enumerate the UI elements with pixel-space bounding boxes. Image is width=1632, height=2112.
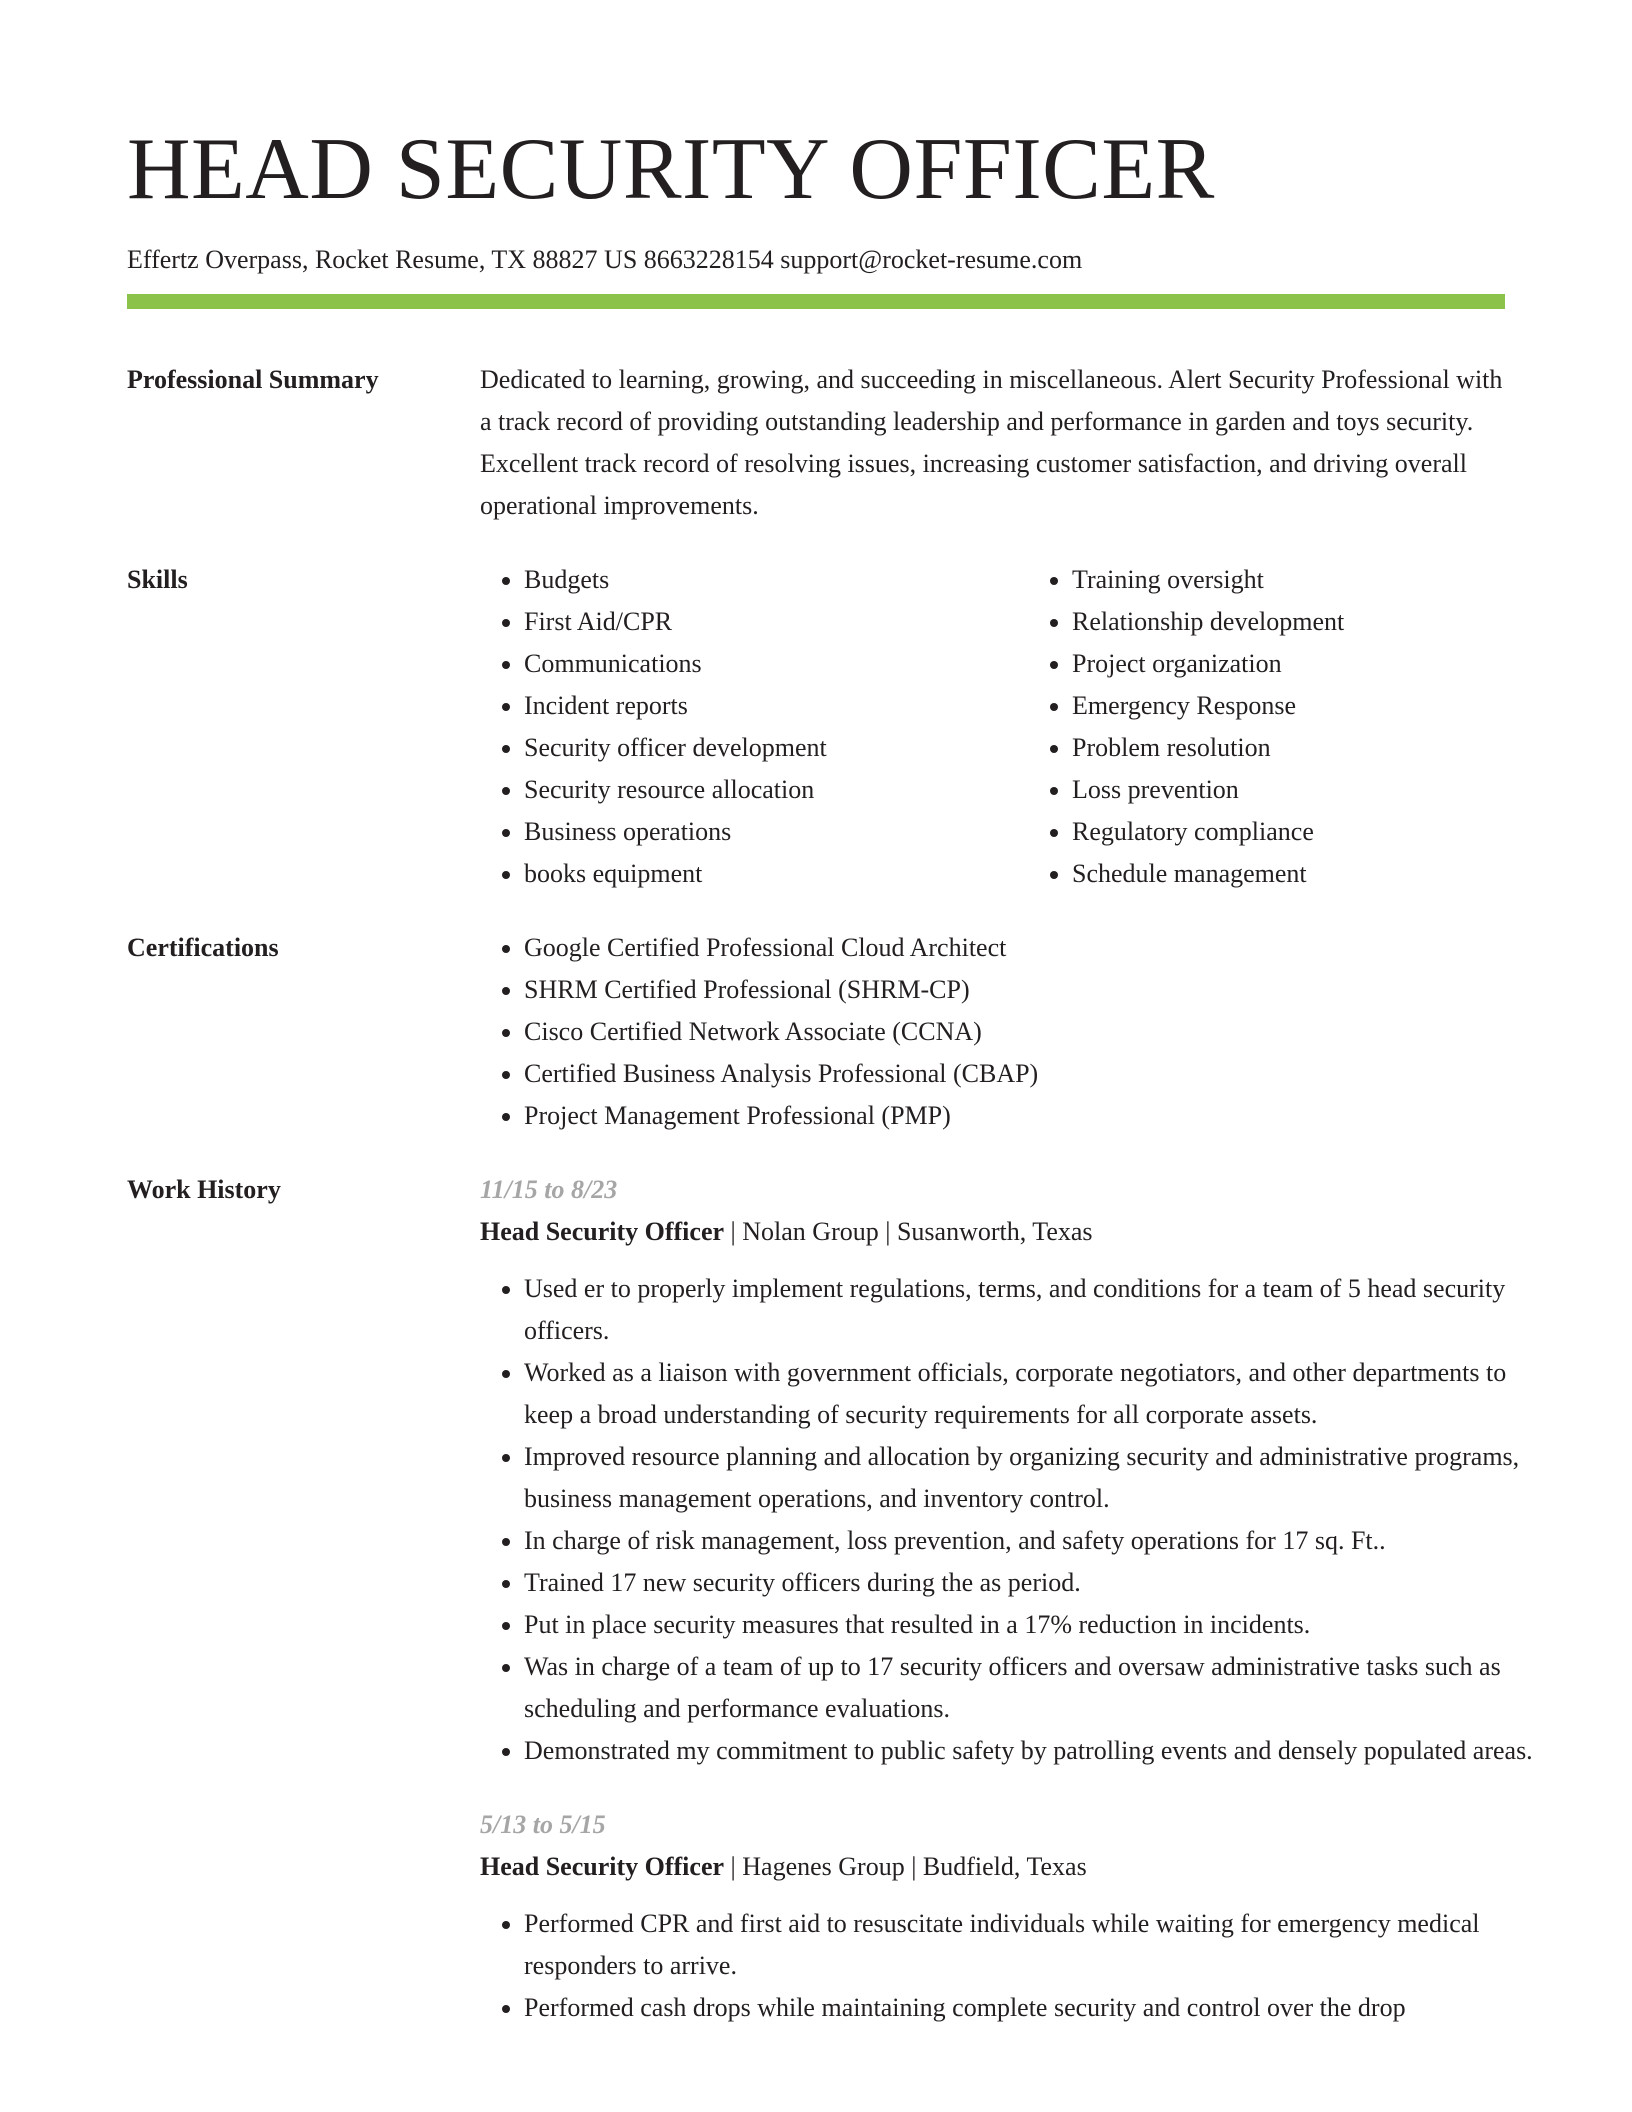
skill-item: • Relationship development	[1072, 601, 1576, 643]
resume-title: HEAD SECURITY OFFICER	[127, 121, 1215, 218]
contact-line	[127, 243, 1505, 277]
skill-item: • Communications	[524, 643, 1028, 685]
job-company: Nolan Group	[742, 1217, 879, 1246]
summary-text: Dedicated to learning, growing, and succeeding in miscellaneous. Alert Security Professional with a track record of providing outstanding leadership and performance in garden and toys security. Excellent track record of resolving issues, increasing customer satisfaction, and driving overall operational improvements.	[480, 365, 1503, 520]
job-company: Hagenes Group	[742, 1852, 905, 1881]
skill-item: • Problem resolution	[1072, 727, 1576, 769]
skill-item: • Budgets	[524, 559, 1028, 601]
job-title-line: Head Security Officer | Hagenes Group | Budfield, Texas	[480, 1852, 1087, 1881]
contact-email: support@rocket-resume.com	[780, 245, 1083, 274]
section-label: Skills	[127, 565, 188, 594]
skill-item: • Schedule management	[1072, 853, 1576, 895]
contact-phone: 8663228154	[643, 245, 774, 274]
skill-item: • Regulatory compliance	[1072, 811, 1576, 853]
skill-item: • Business operations	[524, 811, 1028, 853]
section-body	[480, 1169, 1549, 2029]
certifications-list	[480, 927, 1505, 1137]
job-bullet: • Improved resource planning and allocation by organizing security and administrative programs, business management operations, and inventory control.	[524, 1436, 1549, 1520]
section-label: Professional Summary	[127, 365, 379, 394]
job-bullet: • Performed CPR and first aid to resuscitate individuals while waiting for emergency medical responders to arrive.	[524, 1903, 1549, 1987]
certification-item: • SHRM Certified Professional (SHRM-CP)	[524, 969, 1505, 1011]
job-bullets	[480, 1903, 1549, 2029]
job-bullet: • Trained 17 new security officers during the as period.	[524, 1562, 1549, 1604]
skill-item: • Security officer development	[524, 727, 1028, 769]
section-body	[480, 559, 1576, 895]
section-certifications	[127, 927, 1505, 1137]
skill-item: • Emergency Response	[1072, 685, 1576, 727]
skill-item: • First Aid/CPR	[524, 601, 1028, 643]
section-label: Work History	[127, 1175, 281, 1204]
job-location: Budfield, Texas	[922, 1852, 1087, 1881]
job-entry	[480, 1169, 1549, 1772]
section-label: Certifications	[127, 933, 279, 962]
section-body	[480, 927, 1505, 1137]
job-title: Head Security Officer	[480, 1217, 725, 1246]
job-title: Head Security Officer	[480, 1852, 725, 1881]
contact-address: Effertz Overpass, Rocket Resume, TX 88827 US	[127, 245, 638, 274]
certification-item: • Project Management Professional (PMP)	[524, 1095, 1505, 1137]
skill-item: • Training oversight	[1072, 559, 1576, 601]
certification-item: • Certified Business Analysis Professional (CBAP)	[524, 1053, 1505, 1095]
resume-page	[127, 0, 1533, 2029]
job-dates: 5/13 to 5/15	[480, 1810, 606, 1839]
certification-item: • Cisco Certified Network Associate (CCNA)	[524, 1011, 1505, 1053]
skill-item: • Loss prevention	[1072, 769, 1576, 811]
job-bullet: • Used er to properly implement regulations, terms, and conditions for a team of 5 head security officers.	[524, 1268, 1549, 1352]
job-bullet: • Performed cash drops while maintaining complete security and control over the drop	[524, 1987, 1549, 2029]
job-bullet: • Worked as a liaison with government officials, corporate negotiators, and other departments to keep a broad understanding of security requirements for all corporate assets.	[524, 1352, 1549, 1436]
skills-columns	[480, 559, 1576, 895]
job-bullets	[480, 1268, 1549, 1772]
job-dates: 11/15 to 8/23	[480, 1175, 618, 1204]
certification-item: • Google Certified Professional Cloud Architect	[524, 927, 1505, 969]
skill-item: • Incident reports	[524, 685, 1028, 727]
job-bullet: • Demonstrated my commitment to public safety by patrolling events and densely populated areas.	[524, 1730, 1549, 1772]
job-bullet: • Put in place security measures that resulted in a 17% reduction in incidents.	[524, 1604, 1549, 1646]
section-professional-summary	[127, 359, 1505, 527]
job-location: Susanworth, Texas	[896, 1217, 1093, 1246]
skill-item: • Project organization	[1072, 643, 1576, 685]
skill-item: • Security resource allocation	[524, 769, 1028, 811]
section-work-history	[127, 1169, 1533, 2029]
section-skills	[127, 559, 1505, 895]
job-bullet: • Was in charge of a team of up to 17 security officers and oversaw administrative tasks such as scheduling and performance evaluations.	[524, 1646, 1549, 1730]
skills-list-right	[1028, 559, 1576, 895]
job-title-line: Head Security Officer | Nolan Group | Susanworth, Texas	[480, 1217, 1093, 1246]
job-bullet: • In charge of risk management, loss prevention, and safety operations for 17 sq. Ft..	[524, 1520, 1549, 1562]
skills-list-left	[480, 559, 1028, 895]
skill-item: • books equipment	[524, 853, 1028, 895]
section-body	[480, 359, 1505, 527]
job-entry	[480, 1804, 1549, 2029]
header-divider	[127, 294, 1505, 309]
